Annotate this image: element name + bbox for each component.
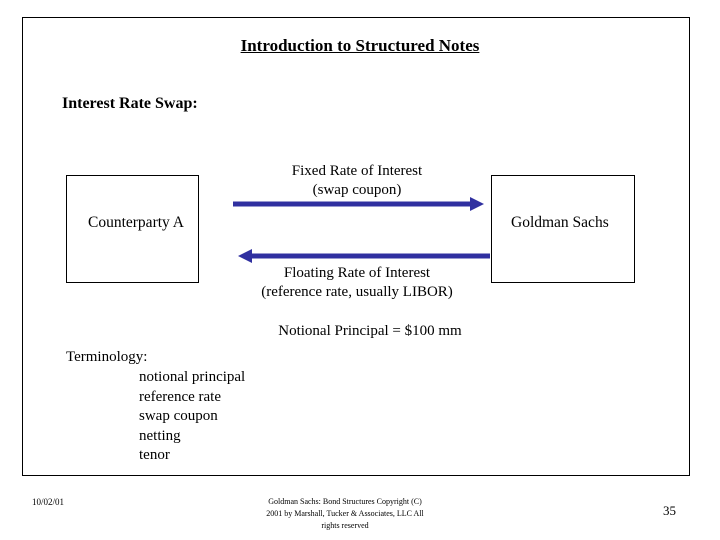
floating-rate-arrow <box>238 249 490 263</box>
terminology-heading: Terminology: <box>66 349 148 365</box>
copyright-line: rights reserved <box>321 521 369 530</box>
term-item: notional principal <box>139 369 246 385</box>
fixed-rate-line2: (swap coupon) <box>312 182 402 198</box>
slide-subtitle: Interest Rate Swap: <box>62 95 198 112</box>
term-item: tenor <box>139 447 170 463</box>
goldman-sachs-label: Goldman Sachs <box>511 214 609 231</box>
footer-copyright <box>230 496 460 532</box>
copyright-line: Goldman Sachs: Bond Structures Copyright (C) <box>268 497 422 506</box>
floating-rate-label <box>232 264 482 302</box>
floating-rate-line1: Floating Rate of Interest <box>283 265 431 281</box>
term-item: swap coupon <box>139 408 218 424</box>
term-item: reference rate <box>139 388 222 405</box>
slide-title: Introduction to Structured Notes <box>240 36 480 55</box>
notional-principal-text: Notional Principal = $100 mm <box>278 323 462 339</box>
term-item: netting <box>139 427 181 444</box>
floating-rate-line2: (reference rate, usually LIBOR) <box>261 284 453 300</box>
counterparty-a-label: Counterparty A <box>88 214 184 231</box>
footer-date: 10/02/01 <box>32 497 65 507</box>
fixed-rate-arrow <box>233 197 484 211</box>
page-number: 35 <box>663 503 676 518</box>
fixed-rate-line1: Fixed Rate of Interest <box>291 163 423 179</box>
copyright-line: 2001 by Marshall, Tucker & Associates, LLC All <box>266 509 424 518</box>
terminology-list <box>139 368 245 466</box>
